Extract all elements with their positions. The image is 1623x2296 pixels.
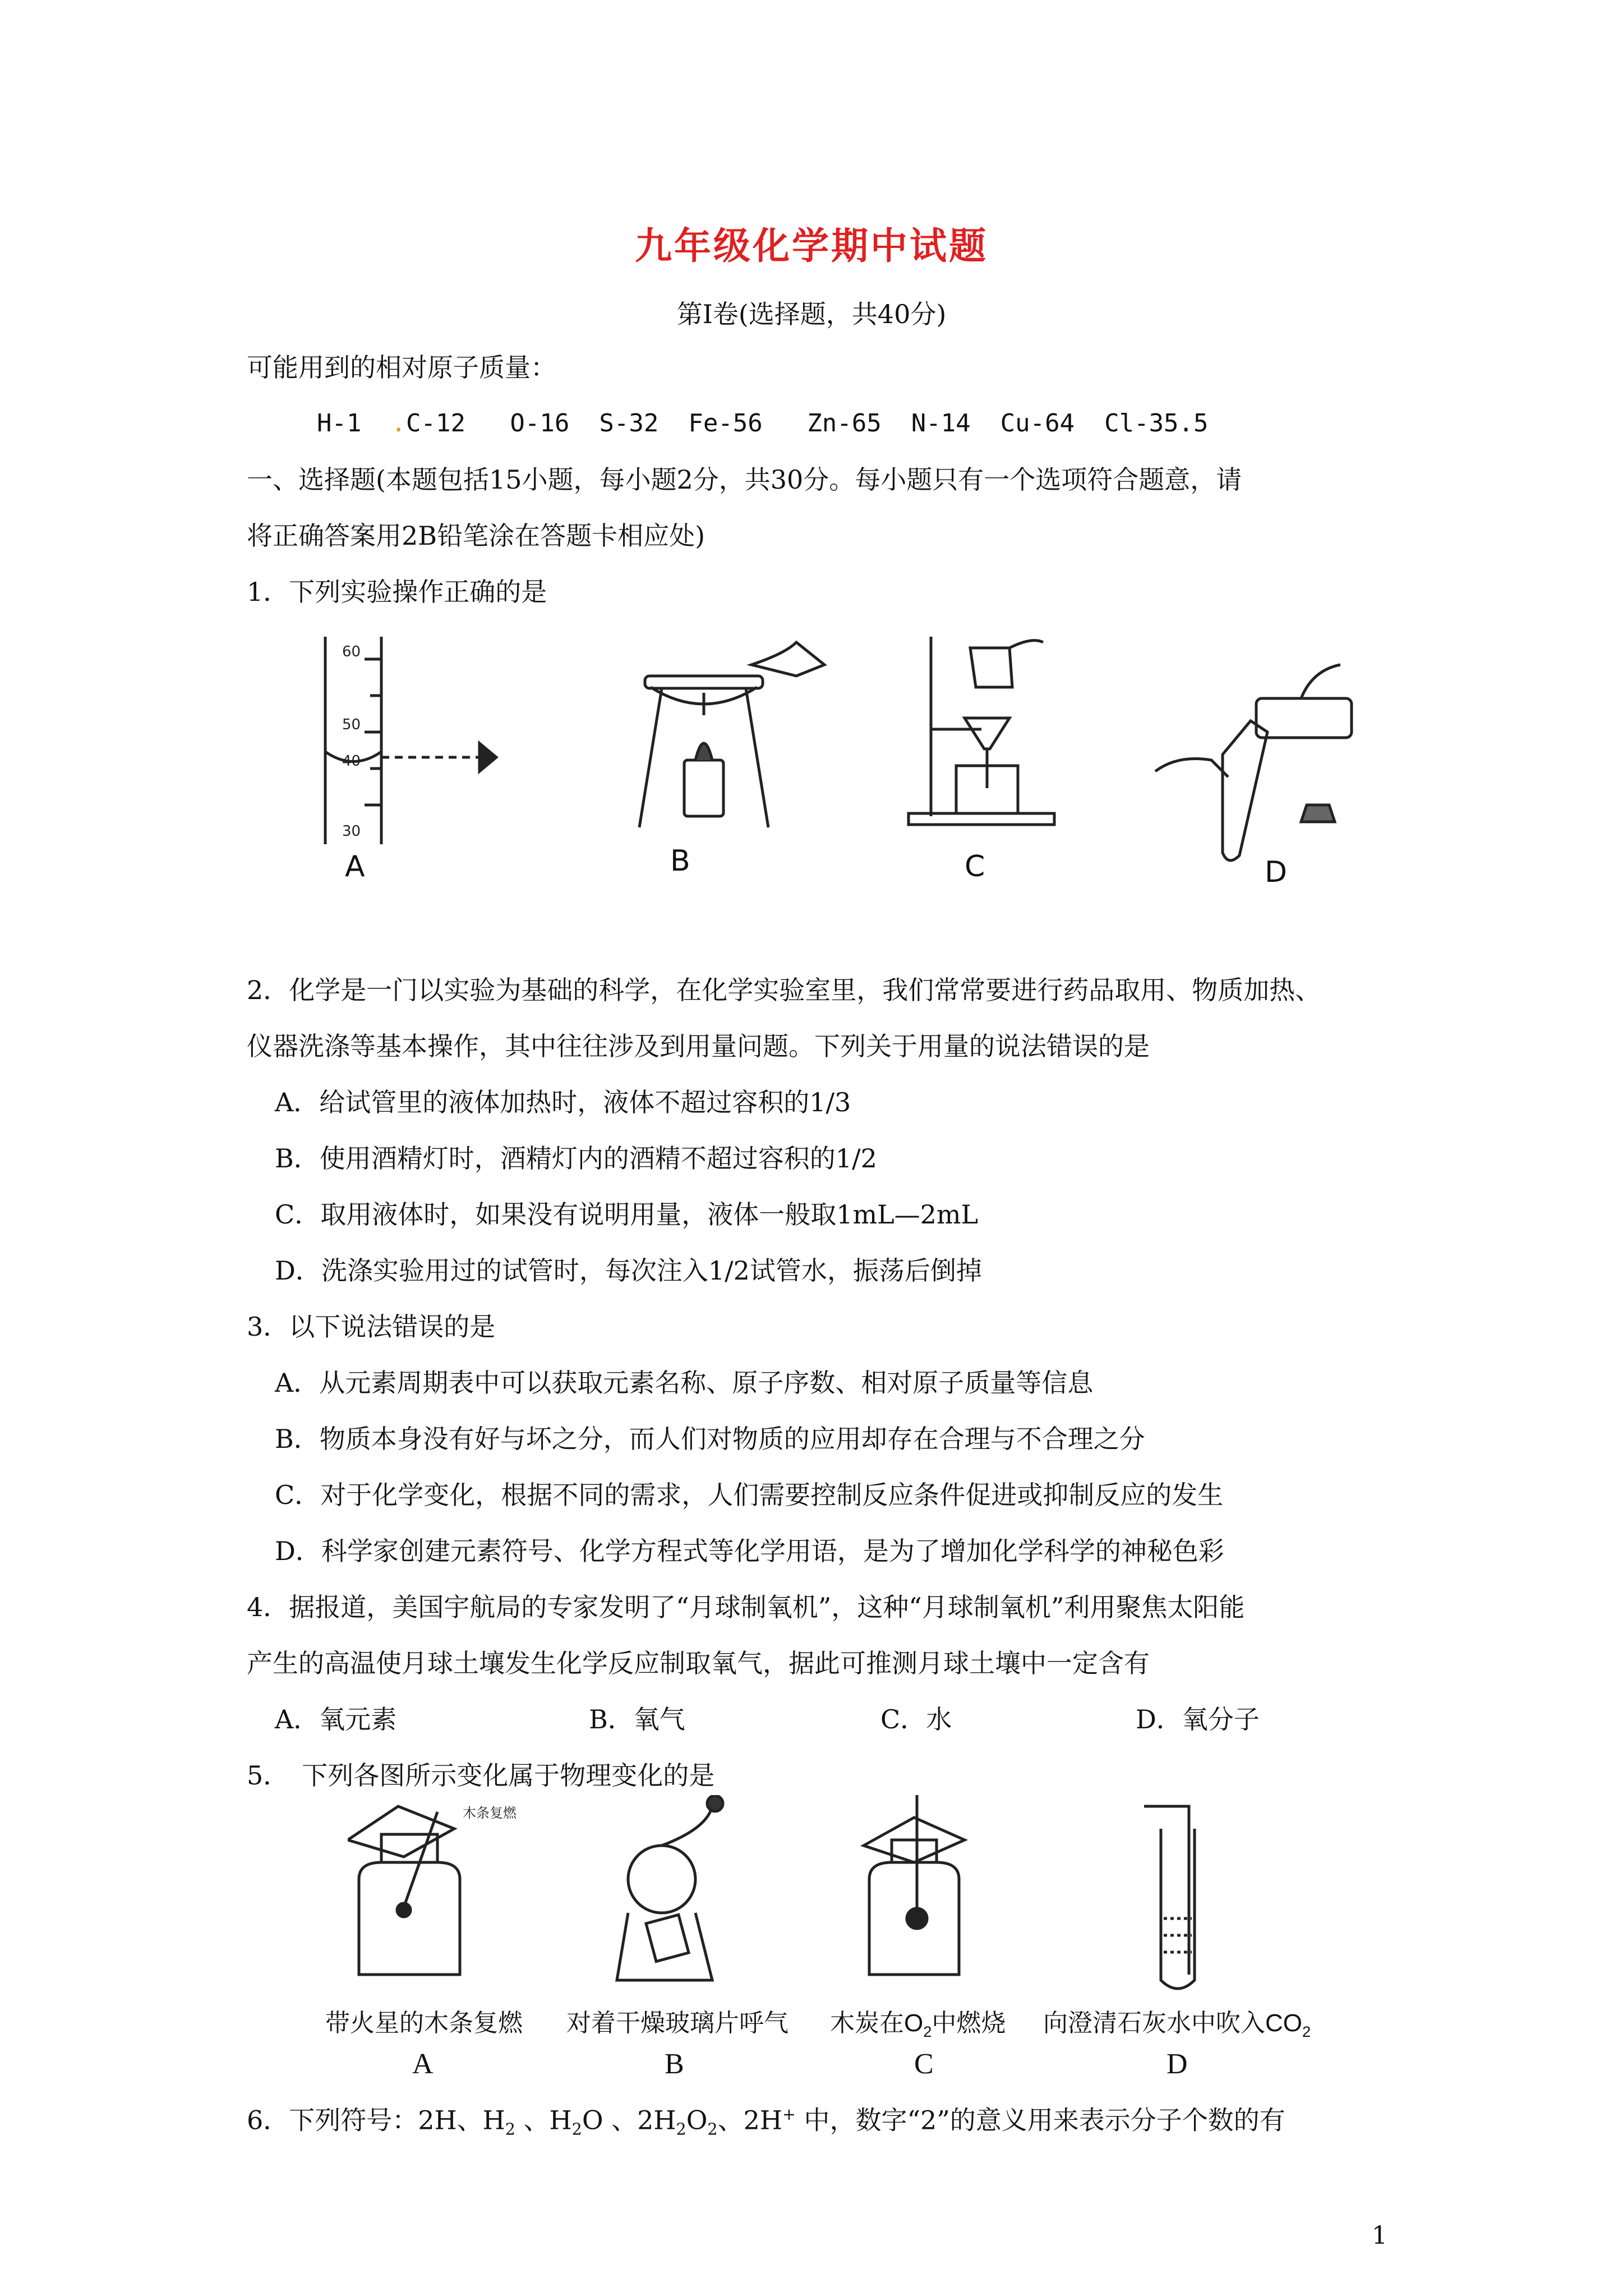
- evaporating-dish-figure: [639, 642, 824, 827]
- tick-label: 40: [342, 753, 361, 770]
- q5-letter-b: B: [665, 2048, 684, 2080]
- q2-option-d: D．洗涤实验用过的试管时，每次注入1/2试管水，振荡后倒掉: [275, 1255, 982, 1286]
- q4-option-d: D．氧分子: [1136, 1704, 1260, 1734]
- part1-instructions-line1: 一、选择题(本题包括15小题，每小题2分，共30分。每小题只有一个选项符合题意，请: [247, 464, 1242, 495]
- q6-text: 6．下列符号：2H、H: [247, 2105, 505, 2136]
- q5-letter-d: D: [1166, 2048, 1188, 2080]
- q6-text: 、H: [515, 2105, 572, 2136]
- q6-text: O: [686, 2105, 708, 2136]
- atomic-mass: Zn-65: [807, 409, 882, 438]
- atomic-mass: N-14: [911, 409, 971, 438]
- q5-stem: 5． 下列各图所示变化属于物理变化的是: [247, 1760, 715, 1791]
- atomic-mass-intro: 可能用到的相对原子质量：: [247, 352, 556, 383]
- q2-stem-line2: 仪器洗涤等基本操作，其中往往涉及到用量问题。下列关于用量的说法错误的是: [247, 1031, 1150, 1061]
- atomic-mass: C-12: [405, 409, 465, 438]
- subscript: 2: [1302, 2022, 1311, 2040]
- q1-label-a: A: [345, 850, 365, 884]
- subscript: 2: [676, 2120, 686, 2139]
- part1-instructions-line2: 将正确答案用2B铅笔涂在答题卡相应处): [247, 521, 706, 551]
- page-title: 九年级化学期中试题: [635, 224, 988, 268]
- caption-text: 向澄清石灰水中吹入CO: [1043, 2009, 1302, 2037]
- q6-text: O 、2H: [582, 2105, 676, 2136]
- q3-stem: 3．以下说法错误的是: [247, 1312, 496, 1342]
- section-header: 第Ⅰ卷(选择题，共40分): [676, 299, 947, 329]
- q3-option-d: D．科学家创建元素符号、化学方程式等化学用语，是为了增加化学科学的神秘色彩: [275, 1536, 1224, 1566]
- q5-caption-c: [830, 2003, 1006, 2041]
- subscript: 2: [505, 2120, 515, 2139]
- jar-label: 木条复燃: [463, 1805, 517, 1821]
- subscript: 2: [923, 2022, 932, 2040]
- q4-option-c: C．水: [880, 1704, 952, 1734]
- q6-text: 中，数字“2”的意义用来表示分子个数的有: [795, 2105, 1285, 2136]
- tick-label: 30: [342, 823, 361, 840]
- q1-figures: [303, 631, 1424, 895]
- subscript: 2: [571, 2120, 582, 2139]
- q2-option-b: B．使用酒精灯时，酒精灯内的酒精不超过容积的1/2: [275, 1143, 877, 1174]
- measuring-cylinder-figure: [325, 637, 496, 844]
- q3-option-b: B．物质本身没有好与坏之分，而人们对物质的应用却存在合理与不合理之分: [275, 1424, 1145, 1454]
- pouring-test-tube-figure: [1155, 665, 1352, 861]
- q4-stem-line1: 4．据报道，美国宇航局的专家发明了“月球制氧机”，这种“月球制氧机”利用聚焦太阳能: [247, 1592, 1245, 1622]
- q6-stem: [247, 2098, 1285, 2147]
- q2-option-c: C．取用液体时，如果没有说明用量，液体一般取1mL—2mL: [275, 1199, 979, 1230]
- q1-stem: 1．下列实验操作正确的是: [247, 577, 547, 607]
- girl-breathing-figure: [617, 1796, 723, 1980]
- q5-figures: [348, 1795, 1357, 1997]
- q1-label-b: B: [670, 844, 690, 878]
- caption-text: 中燃烧: [932, 2009, 1006, 2037]
- tick-label: 50: [342, 716, 361, 733]
- caption-text: 木炭在O: [830, 2009, 924, 2037]
- q5-letter-c: C: [914, 2048, 934, 2080]
- q4-stem-line2: 产生的高温使月球土壤发生化学反应制取氧气，据此可推测月球土壤中一定含有: [247, 1648, 1150, 1678]
- atomic-mass-list: [317, 407, 1209, 440]
- atomic-mass: Cu-64: [1000, 409, 1075, 438]
- tick-label: 60: [342, 643, 361, 660]
- oxygen-jar-figure: [348, 1806, 460, 1975]
- q3-option-c: C．对于化学变化，根据不同的需求，人们需要控制反应条件促进或抑制反应的发生: [275, 1480, 1224, 1510]
- q5-caption-a: 带火星的木条复燃: [325, 2009, 523, 2037]
- subscript: 2: [707, 2120, 718, 2139]
- q3-option-a: A．从元素周期表中可以获取元素名称、原子序数、相对原子质量等信息: [275, 1368, 1094, 1398]
- q6-text: 、2H: [717, 2105, 782, 2136]
- atomic-mass: H-1: [317, 409, 362, 438]
- q2-stem-line1: 2．化学是一门以实验为基础的科学，在化学实验室里，我们常常要进行药品取用、物质加热、: [247, 975, 1321, 1005]
- q5-caption-d: [1043, 2003, 1311, 2041]
- superscript: +: [782, 2105, 796, 2124]
- page-number: 1: [1372, 2221, 1387, 2250]
- q1-label-d: D: [1265, 855, 1288, 889]
- q5-letter-a: A: [412, 2048, 434, 2080]
- q5-caption-b: 对着干燥玻璃片呼气: [566, 2009, 789, 2037]
- filtration-figure: [909, 637, 1054, 825]
- stray-dot: .: [376, 409, 406, 438]
- limewater-tube-figure: [1144, 1806, 1195, 1989]
- q4-option-a: A．氧元素: [275, 1704, 397, 1734]
- atomic-mass: O-16: [510, 409, 570, 438]
- q2-option-a: A．给试管里的液体加热时，液体不超过容积的1/3: [275, 1087, 851, 1117]
- atomic-mass: S-32: [599, 409, 659, 438]
- atomic-mass: Fe-56: [688, 409, 763, 438]
- q1-label-c: C: [965, 850, 985, 884]
- q4-option-b: B．氧气: [589, 1704, 685, 1734]
- atomic-mass: Cl-35.5: [1104, 409, 1209, 438]
- charcoal-burning-figure: [864, 1795, 965, 1975]
